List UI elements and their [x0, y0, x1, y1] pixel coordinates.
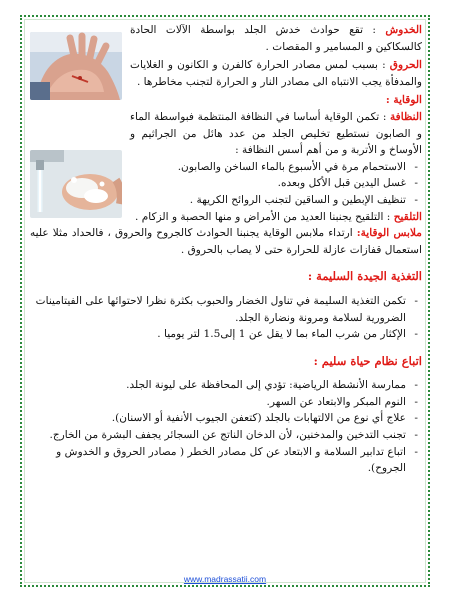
- scratches-heading: الخدوش: [385, 24, 422, 36]
- footer-website-link[interactable]: www.madrassatii.com: [183, 574, 267, 584]
- list-item: - ممارسة الأنشطة الرياضية: تؤدي إلى المحافظة على ليونة الجلد.: [30, 377, 422, 394]
- lifestyle-list: [30, 377, 422, 477]
- document-page: [30, 22, 422, 582]
- cleanliness-list: [30, 159, 422, 209]
- list-item: - تجنب التدخين والمدخنين، لأن الدخان الناتج عن السجائر يجفف البشرة من الخارج.: [30, 427, 422, 444]
- protective-clothes-heading: ملابس الوقاية:: [356, 227, 422, 240]
- list-item: - اتباع تدابير السلامة و الابتعاد عن كل مصادر الخطر ( مصادر الحروق و الخدوش و الجروح).: [30, 444, 422, 477]
- list-item: - علاج أي نوع من الالتهابات بالجلد (كتعفن الجيوب الأنفية أو الاسنان).: [30, 410, 422, 427]
- list-item: - غسل اليدين قبل الأكل وبعده.: [30, 175, 422, 192]
- list-item: - الإكثار من شرب الماء بما لا يقل عن 1 إلى1.5 لتر يوميا .: [30, 326, 422, 343]
- burns-heading: الحروق: [389, 59, 422, 72]
- burns-text: : بسبب لمس مصادر الحرارة كالفرن و الكانون و الغلايات والمدفأة يجب الانتباه الى مصادر النار و الحرارة لتجنب مخاطرها .: [130, 59, 422, 88]
- prevention-heading: الوقاية :: [385, 94, 422, 107]
- nutrition-heading: التغذية الجيدة السليمة :: [307, 269, 422, 284]
- list-item: - الاستحمام مرة في الأسبوع بالماء الساخن والصابون.: [30, 159, 422, 176]
- wounded-hand-photo: [30, 32, 122, 100]
- vaccination-text: : التلقيح يجنبنا العديد من الأمراض و منها الحصبة و الزكام .: [135, 210, 391, 223]
- list-item: - تكمن التغذية السليمة في تناول الخضار والحبوب بكثرة نظرا لاحتوائها على الفيتامينات الضرورية لسلامة ومرونة ونضارة الجلد.: [30, 293, 422, 326]
- list-item: - تنظيف الإبطين و الساقين لتجنب الروائح الكريهة .: [30, 192, 422, 209]
- cleanliness-heading: النظافة: [389, 110, 422, 123]
- lifestyle-heading: اتباع نظام حياة سليم :: [313, 353, 422, 368]
- protective-clothes-paragraph: [30, 225, 422, 258]
- vaccination-heading: التلقيح: [393, 210, 422, 223]
- cleanliness-text: : تكمن الوقاية أساسا في النظافة المنتظمة فبواسطة الماء و الصابون نستطيع تخليص الجلد من عدد هائل من الجراثيم و الأوساخ و الأتربة و من أهم أسس النظافة :: [130, 110, 422, 157]
- protective-clothes-text: ارتداء ملابس الوقاية يجنبنا الحوادث كالجروح والحروق ، فالحداد مثلا عليه استعمال قفازات عازلة للحرارة حتى لا يصاب بالحروق .: [30, 227, 422, 256]
- list-item: - النوم المبكر والابتعاد عن السهر.: [30, 394, 422, 411]
- nutrition-list: [30, 293, 422, 343]
- scratches-text: : تقع حوادث خدش الجلد بواسطة الآلات الحادة كالسكاكين و المسامير و المقصات .: [130, 24, 422, 53]
